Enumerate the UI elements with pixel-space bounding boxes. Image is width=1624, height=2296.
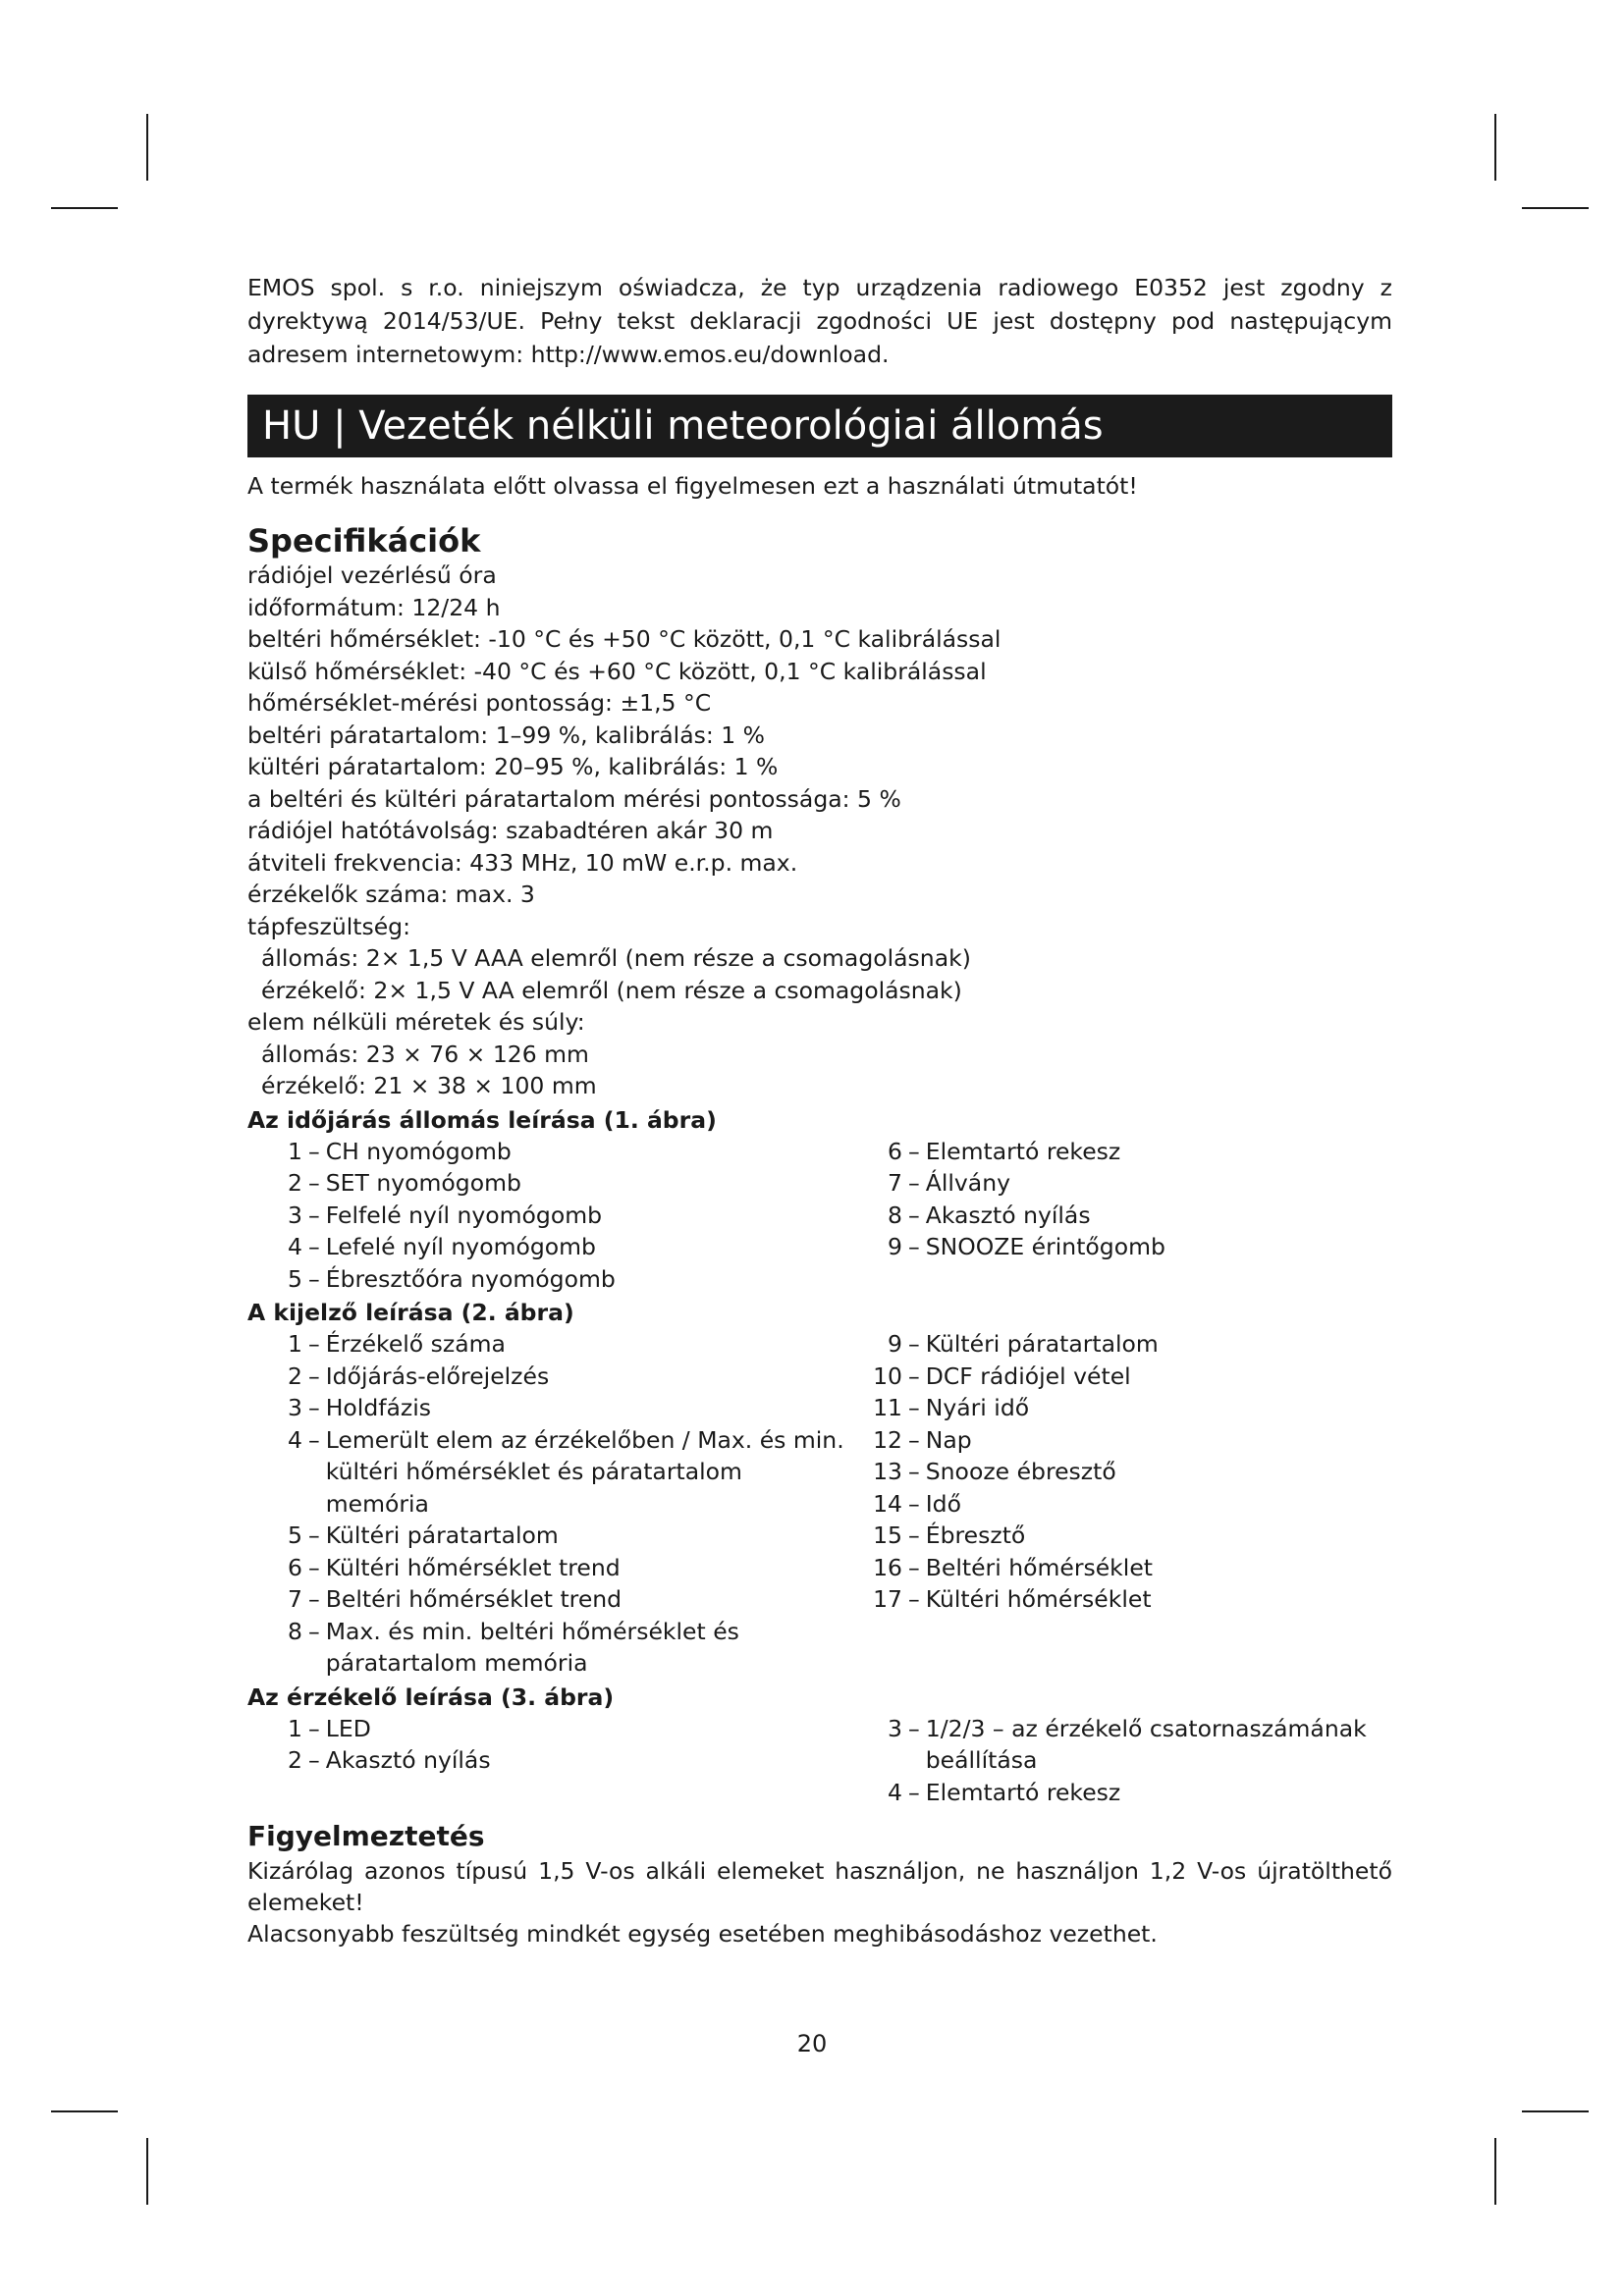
section-banner: HU | Vezeték nélküli meteorológiai állomás [247,395,1392,457]
list-item: 10 – DCF rádiójel vétel [873,1362,1131,1390]
list-item: 3 – Felfelé nyíl nyomógomb [288,1201,603,1229]
crop-mark [1494,2138,1496,2205]
warning-text: Alacsonyabb feszültség mindkét egység esetében meghibásodáshoz vezethet. [247,1920,1158,1948]
spec-item: érzékelők száma: max. 3 [247,881,535,908]
spec-item: időformátum: 12/24 h [247,593,501,621]
sensor-list [247,1713,1392,1809]
spec-item: a beltéri és kültéri páratartalom mérési pontossága: 5 % [247,784,901,813]
station-heading: Az időjárás állomás leírása (1. ábra) [247,1105,717,1134]
spec-item: átviteli frekvencia: 433 MHz, 10 mW e.r.p. max. [247,848,798,877]
page-content [247,271,1392,1949]
list-item: 2 – Időjárás-előrejelzés [288,1362,550,1390]
list-item: 5 – Kültéri páratartalom [288,1522,559,1549]
list-item: 11 – Nyári idő [873,1394,1030,1421]
spec-item: beltéri hőmérséklet: -10 °C és +50 °C között, 0,1 °C kalibrálással [247,625,1001,653]
spec-item: elem nélküli méretek és súly: [247,1008,585,1036]
page-number: 20 [796,2030,828,2057]
list-item: 12 – Nap [873,1425,972,1454]
list-item: 3 – Holdfázis [288,1394,432,1421]
spec-subitem: állomás: 23 × 76 × 126 mm [261,1040,589,1068]
crop-mark [146,114,148,181]
list-item: 8 – Akasztó nyílás [888,1201,1091,1229]
list-item: 1 – LED [288,1714,371,1742]
list-item: 6 – Elemtartó rekesz [888,1137,1121,1165]
list-item: 16 – Beltéri hőmérséklet [873,1553,1153,1581]
warning-heading: Figyelmeztetés [247,1820,485,1852]
list-item: 3 – 1/2/3 – az érzékelő csatornaszámának beállítása [888,1714,1367,1774]
list-item: 5 – Ébresztőóra nyomógomb [288,1264,616,1293]
spec-item: külső hőmérséklet: -40 °C és +60 °C között, 0,1 °C kalibrálással [247,657,987,685]
display-heading: A kijelző leírása (2. ábra) [247,1299,574,1326]
list-item: 9 – SNOOZE érintőgomb [888,1233,1165,1260]
list-item: 7 – Beltéri hőmérséklet trend [288,1585,623,1613]
list-item: 9 – Kültéri páratartalom [888,1330,1159,1358]
spec-item: hőmérséklet-mérési pontosság: ±1,5 °C [247,689,712,717]
station-list [247,1136,1392,1296]
crop-mark [146,2138,148,2205]
list-item: 13 – Snooze ébresztő [873,1458,1116,1485]
polish-notice: EMOS spol. s r.o. niniejszym oświadcza, że typ urządzenia radiowego E0352 jest zgodny z dyrektywą 2014/53/UE. Pełny tekst deklaracji zgodności UE jest dostępny pod następującym adresem internetowym: http://www.emos.eu/download. [247,274,1392,368]
warning-text: Kizárólag azonos típusú 1,5 V-os alkáli elemeket használjon, ne használjon 1,2 V-os újratölthető elemeket! [247,1857,1392,1916]
list-item: 6 – Kültéri hőmérséklet trend [288,1553,621,1581]
list-item: 4 – Lemerült elem az érzékelőben / Max. és min. kültéri hőmérséklet és páratartalom memória [288,1425,844,1518]
list-item: 8 – Max. és min. beltéri hőmérséklet és páratartalom memória [288,1617,739,1677]
list-item: 15 – Ébresztő [873,1522,1026,1549]
list-item: 1 – Érzékelő száma [288,1330,506,1358]
spec-heading: Specifikációk [247,522,481,560]
subtitle: A termék használata előtt olvassa el figyelmesen ezt a használati útmutatót! [247,472,1138,500]
display-list [247,1328,1392,1680]
sensor-heading: Az érzékelő leírása (3. ábra) [247,1682,615,1711]
crop-mark [1522,207,1589,209]
crop-mark [51,2110,118,2112]
list-item: 2 – Akasztó nyílás [288,1746,491,1774]
crop-mark [1522,2110,1589,2112]
spec-item: kültéri páratartalom: 20–95 %, kalibrálás: 1 % [247,753,779,780]
spec-item: beltéri páratartalom: 1–99 %, kalibrálás: 1 % [247,721,765,749]
list-item: 17 – Kültéri hőmérséklet [873,1585,1152,1613]
list-item: 14 – Idő [873,1489,961,1518]
spec-item: rádiójel vezérlésű óra [247,561,497,589]
crop-mark [1494,114,1496,181]
list-item: 1 – CH nyomógomb [288,1137,512,1165]
spec-item: rádiójel hatótávolság: szabadtéren akár 30 m [247,817,774,844]
list-item: 4 – Lefelé nyíl nyomógomb [288,1233,596,1260]
crop-mark [51,207,118,209]
spec-subitem: érzékelő: 21 × 38 × 100 mm [261,1072,597,1099]
spec-subitem: állomás: 2× 1,5 V AAA elemről (nem része a csomagolásnak) [261,944,971,972]
list-item: 7 – Állvány [888,1169,1010,1197]
list-item: 4 – Elemtartó rekesz [888,1778,1121,1806]
list-item: 2 – SET nyomógomb [288,1169,521,1197]
spec-item: tápfeszültség: [247,912,411,940]
spec-subitem: érzékelő: 2× 1,5 V AA elemről (nem része a csomagolásnak) [261,976,962,1004]
spec-list [247,560,1392,1102]
